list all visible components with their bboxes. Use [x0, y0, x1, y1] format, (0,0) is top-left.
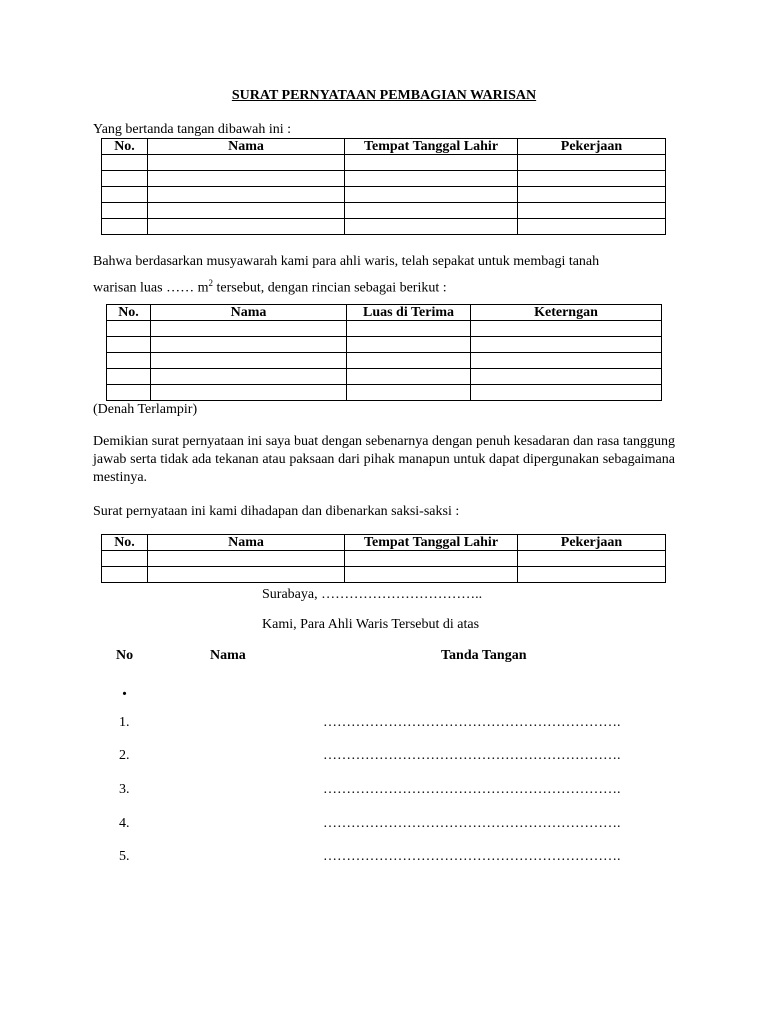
col-header-nama: Nama	[148, 139, 345, 155]
document-title: SURAT PERNYATAAN PEMBAGIAN WARISAN	[231, 88, 537, 103]
area-unit-superscript: 2	[208, 278, 213, 288]
table-row	[107, 353, 662, 369]
signature-line: ……………………………………………………….	[323, 715, 621, 730]
col-header-no: No.	[102, 139, 148, 155]
table-row	[102, 187, 666, 203]
signature-line: ……………………………………………………….	[323, 849, 621, 864]
table-row	[107, 385, 662, 401]
intro-text: Yang bertanda tangan dibawah ini :	[93, 122, 292, 137]
table-row	[107, 369, 662, 385]
division-table	[106, 304, 662, 401]
table-row	[102, 155, 666, 171]
col-header-no: No.	[107, 305, 151, 321]
sig-header-nama: Nama	[210, 648, 246, 663]
col-header-ttl: Tempat Tanggal Lahir	[345, 535, 518, 551]
sig-header-ttd: Tanda Tangan	[441, 648, 527, 663]
signature-line: ……………………………………………………….	[323, 782, 621, 797]
place-date: Surabaya, ……………………………..	[262, 587, 483, 602]
witness-table	[101, 534, 666, 583]
col-header-keterangan: Keterngan	[471, 305, 662, 321]
col-header-no: No.	[102, 535, 148, 551]
agreement-line-2-pre: warisan luas …… m	[93, 280, 209, 296]
col-header-pekerjaan: Pekerjaan	[518, 535, 666, 551]
closing-line: Kami, Para Ahli Waris Tersebut di atas	[262, 617, 480, 632]
heirs-table	[101, 138, 666, 235]
table-row	[107, 337, 662, 353]
stray-dot: .	[122, 678, 127, 700]
col-header-pekerjaan: Pekerjaan	[518, 139, 666, 155]
table-row	[102, 219, 666, 235]
table-row	[102, 551, 666, 567]
sig-header-no: No	[116, 648, 134, 663]
table-header-row	[102, 535, 666, 551]
signature-number: 2.	[119, 748, 130, 763]
col-header-nama: Nama	[151, 305, 347, 321]
table-row	[102, 171, 666, 187]
signature-line: ……………………………………………………….	[323, 816, 621, 831]
agreement-line-2	[93, 274, 675, 298]
col-header-nama: Nama	[148, 535, 345, 551]
table-header-row	[107, 305, 662, 321]
table-row	[102, 203, 666, 219]
signature-number: 5.	[119, 849, 130, 864]
signature-number: 4.	[119, 816, 130, 831]
witness-intro: Surat pernyataan ini kami dihadapan dan dibenarkan saksi-saksi :	[93, 504, 460, 519]
signature-number: 3.	[119, 782, 130, 797]
col-header-ttl: Tempat Tanggal Lahir	[345, 139, 518, 155]
table-row	[102, 567, 666, 583]
agreement-line-1: Bahwa berdasarkan musyawarah kami para ahli waris, telah sepakat untuk membagi tanah	[93, 254, 600, 269]
signature-line: ……………………………………………………….	[323, 748, 621, 763]
table-header-row	[102, 139, 666, 155]
agreement-paragraph	[93, 253, 675, 298]
signature-number: 1.	[119, 715, 130, 730]
declaration-paragraph: Demikian surat pernyataan ini saya buat dengan sebenarnya dengan penuh kesadaran dan rasa tanggung jawab serta tidak ada tekanan atau paksaan dari pihak manapun untuk dapat dipergunakan sebagaimana mestinya.	[93, 434, 675, 485]
denah-note: (Denah Terlampir)	[93, 402, 198, 417]
agreement-line-2-post: tersebut, dengan rincian sebagai berikut :	[212, 280, 447, 296]
col-header-luas: Luas di Terima	[347, 305, 471, 321]
table-row	[107, 321, 662, 337]
